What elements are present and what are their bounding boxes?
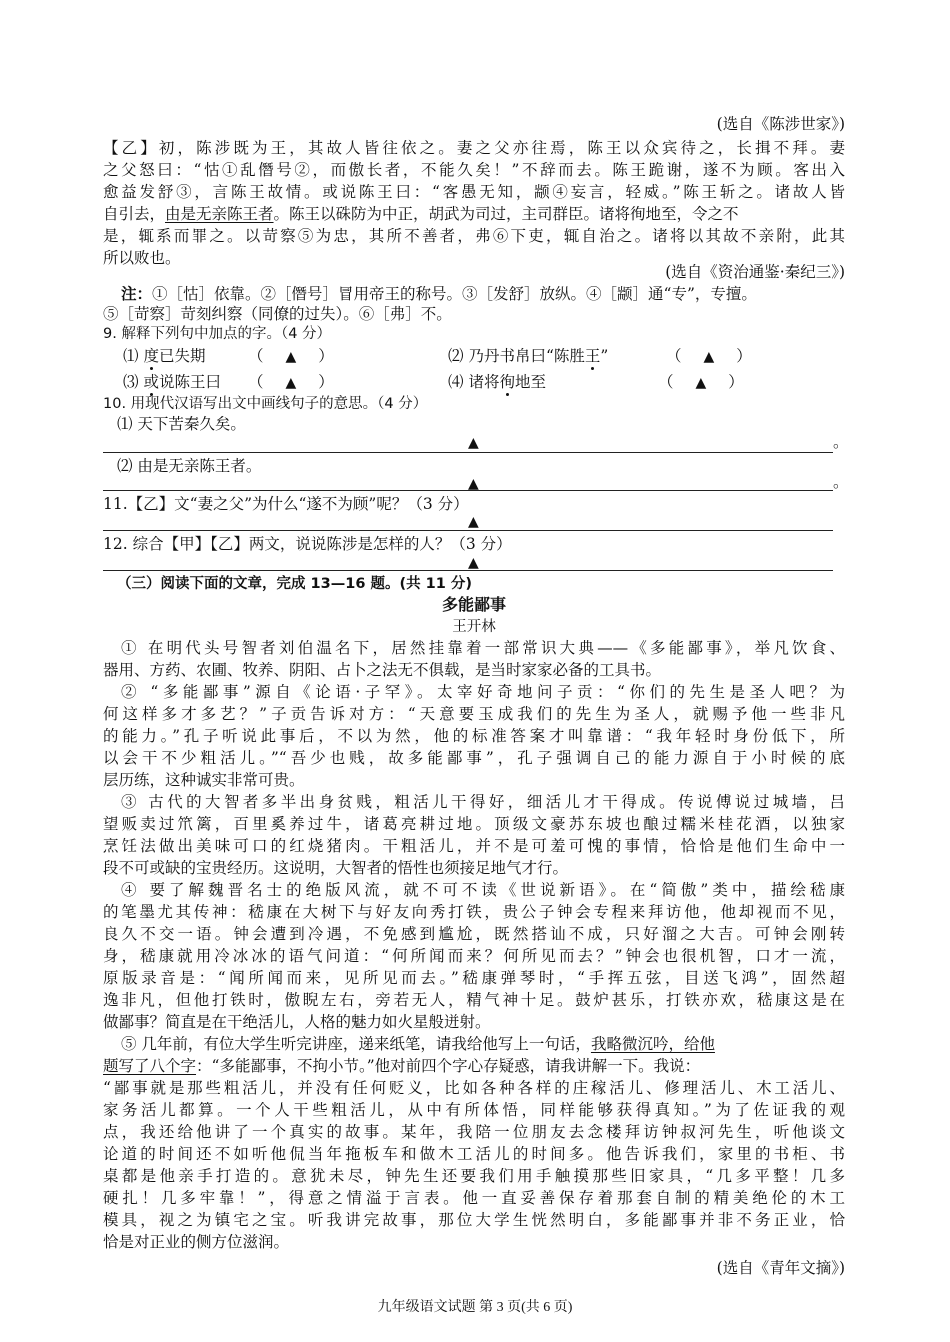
answer-marker: ▲ (285, 375, 297, 391)
question-9-stem: 9. 解释下列句中加点的字。（4 分） (103, 326, 332, 342)
paragraph-line: 硬扎！几多牢靠！”，得意之情溢于言表。他一直妥善保存着那套自制的精美绝伦的木工 (103, 1189, 845, 1207)
source-citation-zizhi: (选自《资治通鉴·秦纪三》) (665, 263, 845, 281)
answer-line[interactable] (103, 452, 833, 453)
paragraph-line: 烹饪法做出美味可口的红烧猪肉。干粗活儿，并不是可羞可愧的事情，恰恰是他们生命中一 (103, 837, 845, 855)
passage-yi-text: 。陈王以硃防为中正，胡武为司过，主司群臣。诸将徇地至，令之不 (273, 205, 739, 223)
paragraph-line: 何这样多才多艺？”子贡告诉对方：“天意要玉成我们的先生为圣人，就赐予他一些非凡 (103, 705, 845, 723)
article-author: 王开林 (452, 619, 496, 635)
passage-yi-line: 所以败也。 (103, 249, 181, 267)
passage-yi-line: 是，辄系而罪之。以苛察⑤为忠，其所不善者，弗⑥下吏，辄自治之。诸将以其故不亲附，此其 (103, 227, 845, 245)
answer-marker: ▲ (695, 375, 707, 391)
paragraph-line: 的笔墨尤其传神：嵇康在大树下与好友向秀打铁，贵公子钟会专程来拜访他，他却视而不见， (103, 903, 845, 921)
q10-sub-2: ⑵ 由是无亲陈王者。 (117, 457, 262, 475)
source-citation-article: (选自《青年文摘》) (716, 1259, 845, 1277)
dotted-char: 度 (143, 347, 159, 365)
paragraph-line: 原版录音是：“闻所闻而来，见所见而去。”嵇康弹琴时，“手挥五弦，目送飞鸿”，固然超 (103, 969, 845, 987)
q9-item-2: ⑵ 乃丹书帛曰“陈胜王” (448, 347, 609, 365)
paragraph-line: 题写了八个字：“多能鄙事，不拘小节。”他对前四个字心存疑惑，请我讲解一下。我说： (103, 1057, 701, 1075)
paragraph-line: 模具，视之为镇宅之宝。听我讲完故事，那位大学生恍然明白，多能鄙事并非不务正业，恰 (103, 1211, 845, 1229)
paragraph-line: 恰是对正业的侧方位滋润。 (103, 1233, 290, 1251)
paragraph-line: ③ 古代的大智者多半出身贫贱，粗活儿干得好，细活儿才干得成。传说傅说过城墙，吕 (121, 793, 845, 811)
notes-label: 注： (121, 284, 153, 303)
question-10-stem: 10. 用现代汉语写出文中画线句子的意思。（4 分） (103, 396, 428, 412)
q9-item-3: ⑶ 或说陈王曰 (123, 373, 221, 391)
paragraph-line: 做鄙事？简直是在干绝活儿，人格的魅力如火星般迸射。 (103, 1013, 491, 1031)
q9-blank-2[interactable]: （ ▲ ） (666, 347, 752, 365)
underlined-sentence: 题写了八个字 (103, 1057, 197, 1075)
answer-marker: ▲ (468, 514, 479, 530)
page-footer: 九年级语文试题 第 3 页(共 6 页) (377, 1300, 573, 1315)
notes-text: ①［怙］依靠。②［僭号］冒用帝王的称号。③［发舒］放纵。④［颛］通“专”，专擅。 (152, 285, 757, 303)
answer-line[interactable] (103, 570, 833, 571)
dotted-char: 王 (584, 347, 601, 365)
passage-yi-line: 之父怒曰：“怙①乱僭号②，而傲长者，不能久矣！”不辞而去。陈王跪谢，遂不为顾。客出入 (103, 161, 845, 179)
paragraph-line: “鄙事就是那些粗活儿，并没有任何贬义，比如各种各样的庄稼活儿、修理活儿、木工活儿、 (103, 1079, 845, 1097)
q10-sub-1: ⑴ 天下苦秦久矣。 (117, 415, 246, 433)
answer-marker: ▲ (468, 476, 479, 492)
paragraph-line: 良久不交一语。钟会遭到冷遇，不免感到尴尬，既然搭讪不成，只好溜之大吉。可钟会刚转 (103, 925, 845, 943)
paragraph-line: ⑤ 几年前，有位大学生听完讲座，递来纸笔，请我给他写上一句话，我略微沉吟，给他 (121, 1035, 715, 1053)
paragraph-line: 桌都是他亲手打造的。意犹未尽，钟先生还要我们用手触摸那些旧家具，“几多平整！几多 (103, 1167, 845, 1185)
q9-blank-1[interactable]: （ ▲ ） (248, 347, 334, 365)
answer-period: 。 (833, 433, 849, 451)
passage-yi-line: 【乙】初，陈涉既为王，其故人皆往依之。妻之父亦往焉，陈王以众宾待之，长揖不拜。妻 (103, 139, 845, 157)
paragraph-line: 器用、方药、农圃、牧养、阴阳、占卜之法无不俱载，是当时家家必备的工具书。 (103, 661, 662, 679)
answer-period: 。 (833, 473, 849, 491)
article-title: 多能鄙事 (441, 595, 506, 614)
dotted-char: 徇 (499, 373, 515, 391)
answer-marker: ▲ (468, 555, 479, 571)
question-12-stem: 12. 综合【甲】【乙】两文，说说陈涉是怎样的人？（3 分） (103, 535, 512, 553)
notes-line: ⑤［苛察］苛刻纠察（同僚的过失）。⑥［弗］不。 (103, 305, 452, 323)
paragraph-line: 逸非凡，但他打铁时，傲睨左右，旁若无人，精气神十足。鼓炉甚乐，打铁亦欢，嵇康这是在 (103, 991, 845, 1009)
answer-line[interactable] (103, 490, 833, 491)
notes-line (121, 284, 757, 304)
paragraph-line: 望贩卖过笊篱，百里奚养过牛，诸葛亮耕过地。顶级文豪苏东坡也酿过糯米桂花酒，以独家 (103, 815, 845, 833)
underlined-sentence: 我略微沉吟，给他 (590, 1035, 715, 1053)
passage-yi-text: 自引去， (103, 205, 166, 223)
source-citation-chen-she: (选自《陈涉世家》) (716, 115, 845, 133)
answer-marker: ▲ (703, 349, 715, 365)
paragraph-line: 层历练，这种诚实非常可贵。 (103, 771, 305, 789)
paragraph-line: 的能力。”孔子听说此事后，不以为然，他的标准答案才叫靠谱：“我年轻时身份低下，所 (103, 727, 845, 745)
q9-blank-4[interactable]: （ ▲ ） (658, 373, 744, 391)
paragraph-line: ② “多能鄙事”源自《论语·子罕》。太宰好奇地问子贡：“你们的先生是圣人吧？为 (121, 683, 845, 701)
answer-line[interactable] (103, 530, 833, 531)
dotted-char: 或 (143, 373, 159, 391)
paragraph-line: 家务活儿都算。一个人干些粗活儿，从中有所体悟，同样能够获得真知。”为了佐证我的观 (103, 1101, 845, 1119)
paragraph-line: 点，我还给他讲了一个真实的故事。某年，我陪一位朋友去念楼拜访钟叔河先生，听他谈文 (103, 1123, 845, 1141)
q9-item-1: ⑴ 度已失期 (123, 347, 206, 365)
q9-blank-3[interactable]: （ ▲ ） (248, 373, 334, 391)
answer-marker: ▲ (285, 349, 297, 365)
paragraph-line: 以会干不少粗活儿。”“吾少也贱，故多能鄙事”，孔子强调自己的能力源自于小时候的底 (103, 749, 845, 767)
paragraph-line: 身，嵇康就用冷冰冰的语气问道：“何所闻而来？何所见而去？”钟会也很机智，口才一流， (103, 947, 845, 965)
paragraph-line: 段不可或缺的宝贵经历。这说明，大智者的悟性也须接足地气才行。 (103, 859, 569, 877)
paragraph-line: 论道的时间还不如听他侃当年拖板车和做木工活儿的时间多。他告诉我们，家里的书柜、书 (103, 1145, 845, 1163)
paragraph-line: ① 在明代头号智者刘伯温名下，居然挂靠着一部常识大典——《多能鄙事》，举凡饮食、 (121, 639, 845, 657)
question-11-stem: 11.【乙】文“妻之父”为什么“遂不为顾”呢？（3 分） (103, 495, 469, 513)
paragraph-line: ④ 要了解魏晋名士的绝版风流，就不可不读《世说新语》。在“简傲”类中，描绘嵇康 (121, 881, 845, 899)
passage-yi-line: 愈益发舒③，言陈王故情。或说陈王曰：“客愚无知，颛④妄言，轻威。”陈王斩之。诸故人皆 (103, 183, 845, 201)
section-3-heading: （三）阅读下面的文章，完成 13—16 题。(共 11 分) (117, 576, 472, 592)
answer-marker: ▲ (468, 435, 479, 451)
passage-yi-line (103, 204, 845, 224)
q9-item-4: ⑷ 诸将徇地至 (448, 373, 546, 391)
underlined-sentence: 由是无亲陈王者 (165, 205, 274, 223)
